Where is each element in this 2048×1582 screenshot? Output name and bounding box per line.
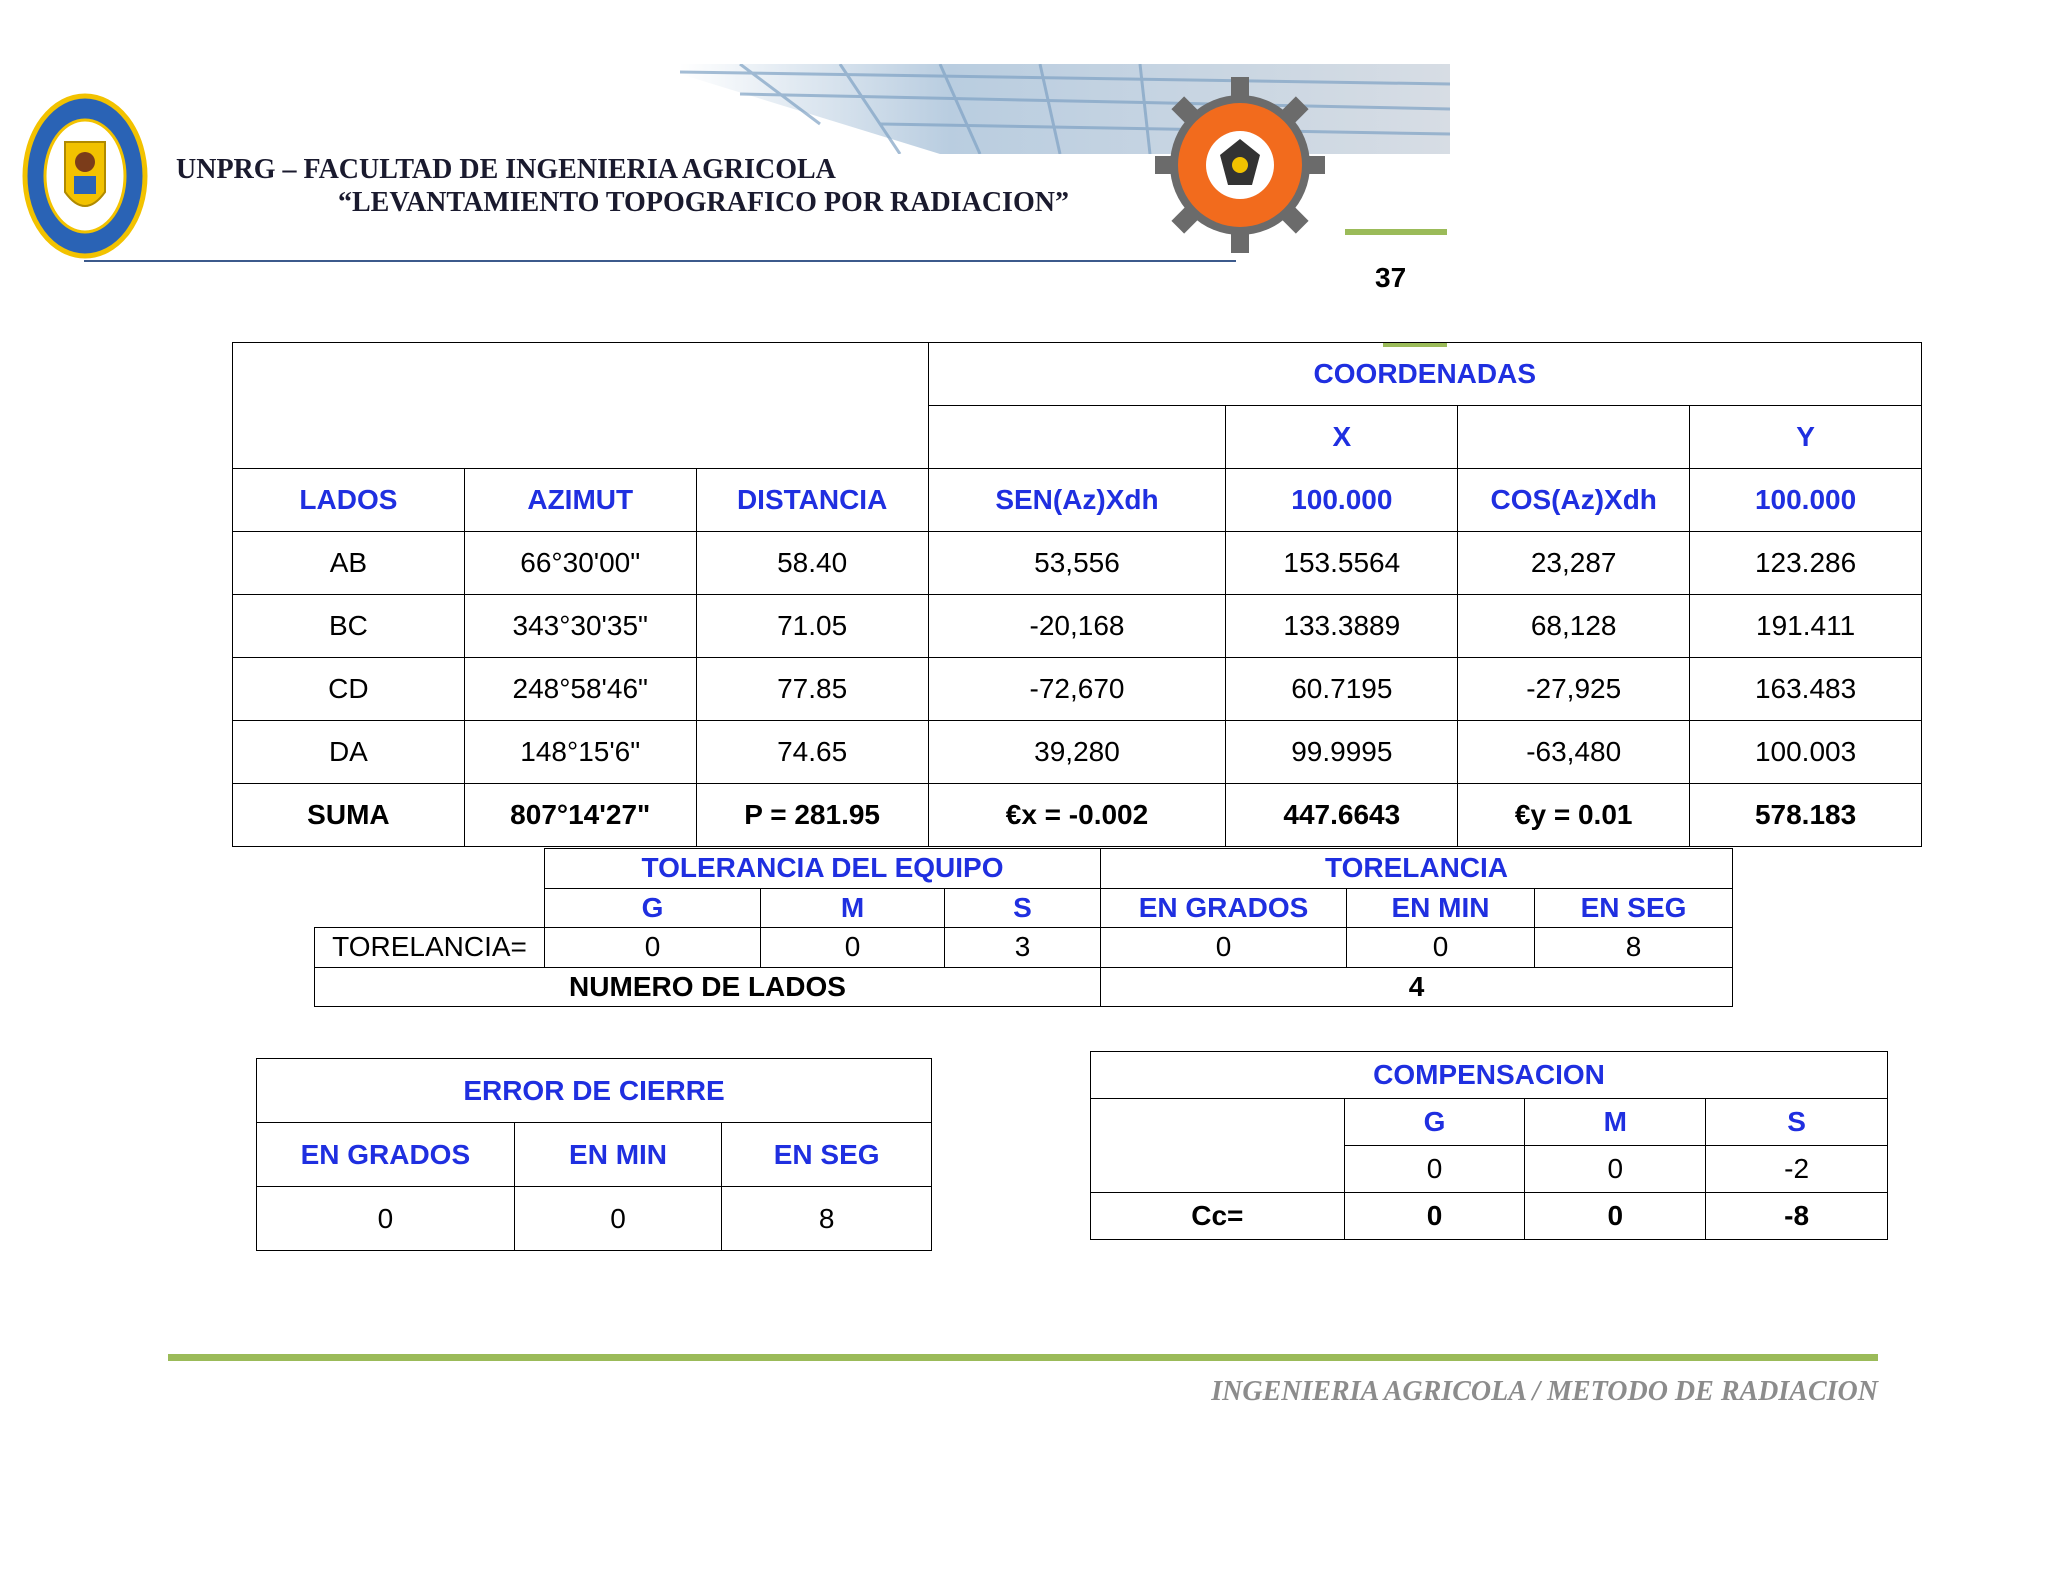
table-row (315, 888, 1733, 928)
table-cell: 3 (945, 928, 1101, 968)
table-row (233, 532, 1922, 595)
table-cell: 0 (761, 928, 945, 968)
table-cell: 0 (1344, 1193, 1525, 1240)
column-header: EN GRADOS (257, 1123, 515, 1187)
column-header: DISTANCIA (696, 469, 928, 532)
table-cell: CD (233, 658, 465, 721)
table-row (233, 658, 1922, 721)
row-label: TORELANCIA= (315, 928, 545, 968)
table-cell: 191.411 (1690, 595, 1922, 658)
sum-row (233, 784, 1922, 847)
table-cell: 0 (1525, 1146, 1706, 1193)
column-header: EN MIN (1347, 888, 1535, 928)
table-cell: 60.7195 (1226, 658, 1458, 721)
cc-label: Cc= (1091, 1193, 1345, 1240)
column-header: S (945, 888, 1101, 928)
column-header: 100.000 (1226, 469, 1458, 532)
header-banner-graphic (680, 64, 1450, 154)
footer-text: INGENIERIA AGRICOLA / METODO DE RADIACION (1211, 1376, 1878, 1407)
error-de-cierre-title: ERROR DE CIERRE (257, 1059, 932, 1123)
error-de-cierre-table (256, 1058, 932, 1251)
table-cell: 58.40 (696, 532, 928, 595)
column-header: S (1706, 1099, 1888, 1146)
table-cell: 343°30'35" (464, 595, 696, 658)
compensacion-title: COMPENSACION (1091, 1052, 1888, 1099)
sum-cell: SUMA (233, 784, 465, 847)
sum-cell: P = 281.95 (696, 784, 928, 847)
table-cell: 133.3889 (1226, 595, 1458, 658)
table-cell: 0 (1101, 928, 1347, 968)
empty-cell (1458, 406, 1690, 469)
table-cell: AB (233, 532, 465, 595)
table-cell: -72,670 (928, 658, 1226, 721)
column-header: SEN(Az)Xdh (928, 469, 1226, 532)
table-row (233, 721, 1922, 784)
table-cell: 0 (1347, 928, 1535, 968)
table-cell: 23,287 (1458, 532, 1690, 595)
numero-de-lados-value: 4 (1101, 967, 1733, 1007)
column-header: EN MIN (514, 1123, 722, 1187)
table-row (233, 343, 1922, 406)
column-header: AZIMUT (464, 469, 696, 532)
page-number: 37 (1375, 262, 1407, 293)
y-label: Y (1690, 406, 1922, 469)
column-header: G (1344, 1099, 1525, 1146)
table-cell: -2 (1706, 1146, 1888, 1193)
table-cell: -8 (1706, 1193, 1888, 1240)
empty-cell (1091, 1099, 1345, 1193)
column-header: M (761, 888, 945, 928)
compensacion-table (1090, 1051, 1888, 1240)
coordenadas-title: COORDENADAS (928, 343, 1921, 406)
table-cell: 0 (545, 928, 761, 968)
table-cell: 148°15'6" (464, 721, 696, 784)
tolerance-table (314, 848, 1733, 1007)
table-cell: BC (233, 595, 465, 658)
sum-cell: 807°14'27" (464, 784, 696, 847)
sum-cell: €y = 0.01 (1458, 784, 1690, 847)
table-cell: 0 (257, 1187, 515, 1251)
table-cell: -20,168 (928, 595, 1226, 658)
table-row (257, 1187, 932, 1251)
column-header: 100.000 (1690, 469, 1922, 532)
table-cell: 8 (1535, 928, 1733, 968)
empty-header-cell (233, 343, 929, 469)
torelancia-title: TORELANCIA (1101, 849, 1733, 889)
blank-cell (315, 888, 545, 928)
table-cell: 68,128 (1458, 595, 1690, 658)
table-cell: 39,280 (928, 721, 1226, 784)
table-cell: 100.003 (1690, 721, 1922, 784)
table-header-row (233, 469, 1922, 532)
table-row (1091, 1193, 1888, 1240)
empty-cell (928, 406, 1226, 469)
column-header: COS(Az)Xdh (1458, 469, 1690, 532)
table-cell: 153.5564 (1226, 532, 1458, 595)
table-cell: 74.65 (696, 721, 928, 784)
table-cell: 248°58'46" (464, 658, 696, 721)
footer-divider (168, 1354, 1878, 1361)
table-row (233, 595, 1922, 658)
table-cell: 123.286 (1690, 532, 1922, 595)
sum-cell: €x = -0.002 (928, 784, 1226, 847)
table-cell: 0 (1344, 1146, 1525, 1193)
sum-cell: 447.6643 (1226, 784, 1458, 847)
column-header: LADOS (233, 469, 465, 532)
table-cell: 8 (722, 1187, 932, 1251)
table-row (1091, 1052, 1888, 1099)
table-cell: -27,925 (1458, 658, 1690, 721)
column-header: EN GRADOS (1101, 888, 1347, 928)
table-cell: 0 (514, 1187, 722, 1251)
table-row (257, 1059, 932, 1123)
blank-cell (315, 849, 545, 889)
x-label: X (1226, 406, 1458, 469)
table-header-row (257, 1123, 932, 1187)
table-cell: 71.05 (696, 595, 928, 658)
table-cell: DA (233, 721, 465, 784)
table-cell: 53,556 (928, 532, 1226, 595)
faculty-gear-logo (1155, 70, 1325, 260)
table-row (315, 849, 1733, 889)
header-title-line1: UNPRG – FACULTAD DE INGENIERIA AGRICOLA (176, 154, 836, 185)
column-header: EN SEG (1535, 888, 1733, 928)
table-row (315, 967, 1733, 1007)
tolerancia-equipo-title: TOLERANCIA DEL EQUIPO (545, 849, 1101, 889)
header-divider (84, 260, 1236, 262)
table-cell: -63,480 (1458, 721, 1690, 784)
table-row (315, 928, 1733, 968)
header-title-line2: “LEVANTAMIENTO TOPOGRAFICO POR RADIACION” (338, 187, 1069, 218)
table-cell: 99.9995 (1226, 721, 1458, 784)
numero-de-lados-label: NUMERO DE LADOS (315, 967, 1101, 1007)
table-cell: 0 (1525, 1193, 1706, 1240)
table-cell: 77.85 (696, 658, 928, 721)
column-header: G (545, 888, 761, 928)
table-cell: 163.483 (1690, 658, 1922, 721)
table-header-row (1091, 1099, 1888, 1146)
university-seal-logo (22, 92, 148, 260)
table-cell: 66°30'00" (464, 532, 696, 595)
coordinates-table (232, 342, 1922, 847)
column-header: EN SEG (722, 1123, 932, 1187)
column-header: M (1525, 1099, 1706, 1146)
header-accent-bar (1345, 229, 1447, 235)
sum-cell: 578.183 (1690, 784, 1922, 847)
